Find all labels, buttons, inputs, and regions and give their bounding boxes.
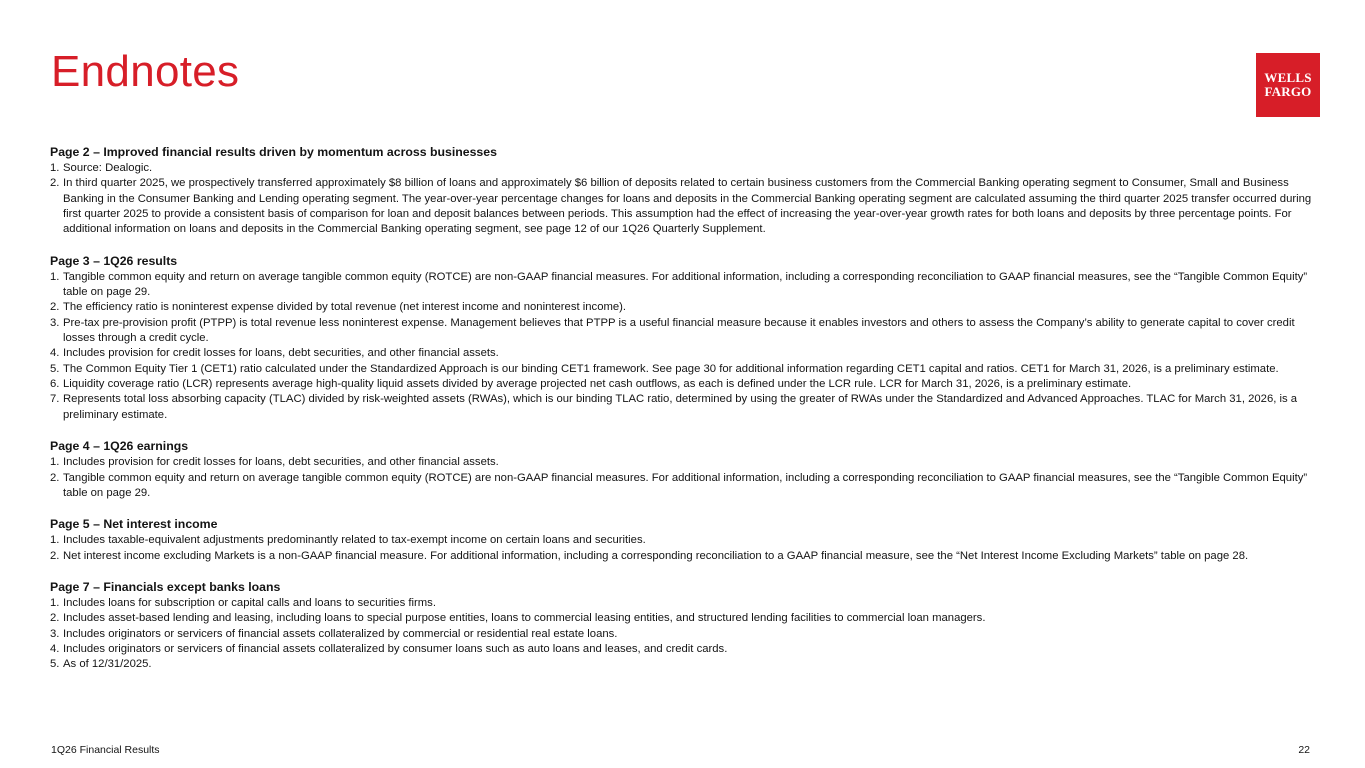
endnote-item (50, 611, 1320, 626)
endnote-text: Tangible common equity and return on average tangible common equity (ROTCE) are non-GAAP financial measures. For additional information, including a corresponding reconciliation to GAAP financial measures, see the “Tangible Common Equity” table on page 29. (63, 270, 1308, 299)
endnote-item (50, 161, 1320, 176)
endnote-text: Includes originators or servicers of financial assets collateralized by commercial or residential real estate loans. (63, 627, 618, 640)
endnote-item (50, 346, 1320, 361)
section-heading: Page 7 – Financials except banks loans (50, 579, 281, 594)
endnote-section (50, 438, 1320, 501)
endnote-text: As of 12/31/2025. (63, 658, 152, 671)
endnote-item (50, 471, 1320, 502)
endnote-number: 2. (50, 301, 60, 314)
section-heading: Page 3 – 1Q26 results (50, 253, 178, 268)
endnote-item (50, 642, 1320, 657)
endnote-text: Includes originators or servicers of financial assets collateralized by consumer loans such as auto loans and leases, and credit cards. (63, 642, 728, 655)
endnote-number: 3. (50, 316, 60, 329)
endnote-text: Includes loans for subscription or capital calls and loans to securities firms. (63, 596, 436, 609)
endnote-item (50, 362, 1320, 377)
endnote-number: 6. (50, 378, 60, 391)
endnote-item (50, 627, 1320, 642)
endnote-text: Pre-tax pre-provision profit (PTPP) is total revenue less noninterest expense. Management believes that PTPP is a useful financial measure because it enables investors and others to assess the Company’s ability to generate capital to cover credit losses through a credit cycle. (63, 316, 1295, 345)
endnote-number: 1. (50, 456, 60, 469)
endnote-text: Net interest income excluding Markets is a non-GAAP financial measure. For additional information, including a corresponding reconciliation to a GAAP financial measure, see the “Net Interest Income Excluding Markets” table on page 28. (63, 549, 1249, 562)
endnote-text: Includes asset-based lending and leasing, including loans to special purpose entities, loans to commercial leasing entities, and structured lending facilities to commercial loan managers. (63, 612, 986, 625)
endnote-text: The efficiency ratio is noninterest expense divided by total revenue (net interest income and noninterest income). (63, 301, 627, 314)
endnote-item (50, 300, 1320, 315)
endnote-section (50, 516, 1320, 564)
endnote-section (50, 253, 1320, 423)
endnote-number: 1. (50, 270, 60, 283)
endnote-item (50, 455, 1320, 470)
endnote-number: 2. (50, 612, 60, 625)
section-heading: Page 5 – Net interest income (50, 517, 218, 532)
section-heading: Page 4 – 1Q26 earnings (50, 439, 189, 454)
endnote-text: Includes provision for credit losses for loans, debt securities, and other financial assets. (63, 456, 499, 469)
endnote-section (50, 579, 1320, 673)
endnote-list (50, 161, 1320, 238)
endnote-item (50, 377, 1320, 392)
endnote-text: Liquidity coverage ratio (LCR) represents average high-quality liquid assets divided by average projected net cash outflows, as each is defined under the LCR rule. LCR for March 31, 2026, is a preliminary estimate. (63, 378, 1132, 391)
endnote-item (50, 176, 1320, 237)
endnote-item (50, 549, 1320, 564)
endnote-item (50, 533, 1320, 548)
endnote-item (50, 316, 1320, 347)
endnote-number: 2. (50, 471, 60, 484)
endnote-text: The Common Equity Tier 1 (CET1) ratio calculated under the Standardized Approach is our binding CET1 framework. See page 30 for additional information regarding CET1 capital and ratios. CET1 for March 31, 2026, is a preliminary estimate. (63, 362, 1279, 375)
endnote-text: Includes provision for credit losses for loans, debt securities, and other financial assets. (63, 347, 499, 360)
endnote-number: 1. (50, 596, 60, 609)
endnote-list (50, 596, 1320, 673)
logo-line-2: FARGO (1264, 84, 1312, 99)
endnote-text: Source: Dealogic. (63, 162, 153, 174)
endnote-text: Tangible common equity and return on average tangible common equity (ROTCE) are non-GAAP financial measures. For additional information, including a corresponding reconciliation to GAAP financial measures, see the “Tangible Common Equity” table on page 29. (63, 471, 1308, 499)
page-title: Endnotes (51, 47, 240, 96)
section-heading: Page 2 – Improved financial results driven by momentum across businesses (50, 145, 497, 159)
endnote-number: 1. (50, 534, 60, 547)
endnote-text: Includes taxable-equivalent adjustments predominantly related to tax-exempt income on certain loans and securities. (63, 534, 646, 547)
endnote-number: 4. (50, 347, 60, 360)
endnote-item (50, 392, 1320, 423)
endnote-number: 5. (50, 362, 60, 375)
endnote-number: 2. (50, 177, 60, 190)
endnote-number: 7. (50, 393, 60, 406)
endnote-list (50, 455, 1320, 501)
endnote-number: 1. (50, 162, 60, 174)
footer-page-number: 22 (1298, 744, 1310, 756)
wells-fargo-logo (1256, 53, 1320, 117)
endnote-section (50, 144, 1320, 238)
endnotes-content (50, 144, 1320, 688)
endnote-list (50, 533, 1320, 564)
endnote-number: 4. (50, 642, 60, 655)
endnote-text: Represents total loss absorbing capacity (TLAC) divided by risk-weighted assets (RWAs), which is our binding TLAC ratio, determined by using the greater of RWAs under the Standardized and Advanced Approaches. TLAC for March 31, 2026, is a preliminary estimate. (63, 393, 1298, 421)
footer-doc-title: 1Q26 Financial Results (51, 744, 160, 756)
endnote-number: 3. (50, 627, 60, 640)
endnote-text: In third quarter 2025, we prospectively transferred approximately $8 billion of loans and approximately $6 billion of deposits related to certain business customers from the Commercial Banking operating segment to Consumer, Small and Business Banking in the Consumer Banking and Lending operating segment. The year-over-year percentage changes for loans and deposits in the Commercial Banking operating segment are calculated assuming the third quarter 2025 transfer occurred during first quarter 2025 to provide a consistent basis of comparison for loan and deposit balances between periods. This assumption had the effect of increasing the year-over-year growth rates for both loans and deposits by three percentage points. For additional information on loans and deposits in the Commercial Banking operating segment, see page 12 of our 1Q26 Quarterly Supplement. (63, 177, 1312, 236)
endnote-item (50, 270, 1320, 301)
endnote-number: 2. (50, 549, 60, 562)
endnote-item (50, 657, 1320, 672)
endnote-item (50, 596, 1320, 611)
logo-line-1: WELLS (1264, 70, 1312, 85)
endnote-list (50, 270, 1320, 423)
endnote-number: 5. (50, 658, 60, 671)
